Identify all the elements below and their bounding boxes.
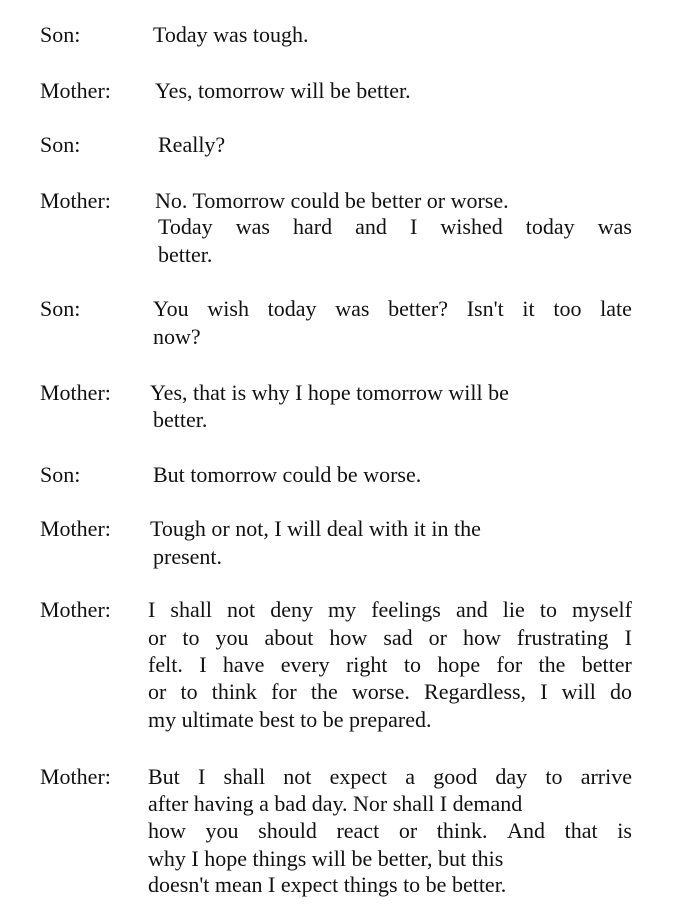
dialogue-line: I shall not deny my feelings and lie to myself bbox=[148, 597, 632, 622]
dialogue-line: Yes, that is why I hope tomorrow will be bbox=[150, 380, 509, 405]
dialogue-line: present. bbox=[153, 544, 223, 569]
dialogue-line: You wish today was better? Isn't it too late bbox=[153, 296, 632, 321]
dialogue-line: how you should react or think. And that is bbox=[148, 818, 632, 843]
speaker-label: Son: bbox=[40, 296, 81, 321]
dialogue-line: Today was hard and I wished today was bbox=[158, 214, 632, 239]
speaker-label: Mother: bbox=[40, 764, 111, 789]
speaker-label: Mother: bbox=[40, 78, 111, 103]
dialogue-line: after having a bad day. Nor shall I demand bbox=[148, 791, 523, 816]
dialogue-line: better. bbox=[153, 407, 208, 432]
dialogue-line: No. Tomorrow could be better or worse. bbox=[155, 188, 509, 213]
dialogue-line: now? bbox=[153, 324, 201, 349]
dialogue-line: why I hope things will be better, but this bbox=[148, 846, 504, 871]
speaker-label: Mother: bbox=[40, 516, 111, 541]
dialogue-line: felt. I have every right to hope for the better bbox=[148, 652, 632, 677]
dialogue-line: or to you about how sad or how frustrating I bbox=[148, 625, 632, 650]
dialogue-line: Yes, tomorrow will be better. bbox=[155, 78, 411, 103]
speaker-label: Mother: bbox=[40, 597, 111, 622]
dialogue-line: my ultimate best to be prepared. bbox=[148, 707, 432, 732]
dialogue-line: Really? bbox=[158, 132, 226, 157]
speaker-label: Mother: bbox=[40, 380, 111, 405]
dialogue-line: Today was tough. bbox=[153, 22, 309, 47]
speaker-label: Son: bbox=[40, 462, 81, 487]
dialogue-line: But I shall not expect a good day to arrive bbox=[148, 764, 632, 789]
dialogue-line: doesn't mean I expect things to be better. bbox=[148, 872, 507, 897]
dialogue-line: better. bbox=[158, 242, 213, 267]
dialogue-line: or to think for the worse. Regardless, I will do bbox=[148, 679, 632, 704]
speaker-label: Son: bbox=[40, 22, 81, 47]
dialogue-line: But tomorrow could be worse. bbox=[153, 462, 422, 487]
speaker-label: Mother: bbox=[40, 188, 111, 213]
dialogue-line: Tough or not, I will deal with it in the bbox=[150, 516, 481, 541]
speaker-label: Son: bbox=[40, 132, 81, 157]
